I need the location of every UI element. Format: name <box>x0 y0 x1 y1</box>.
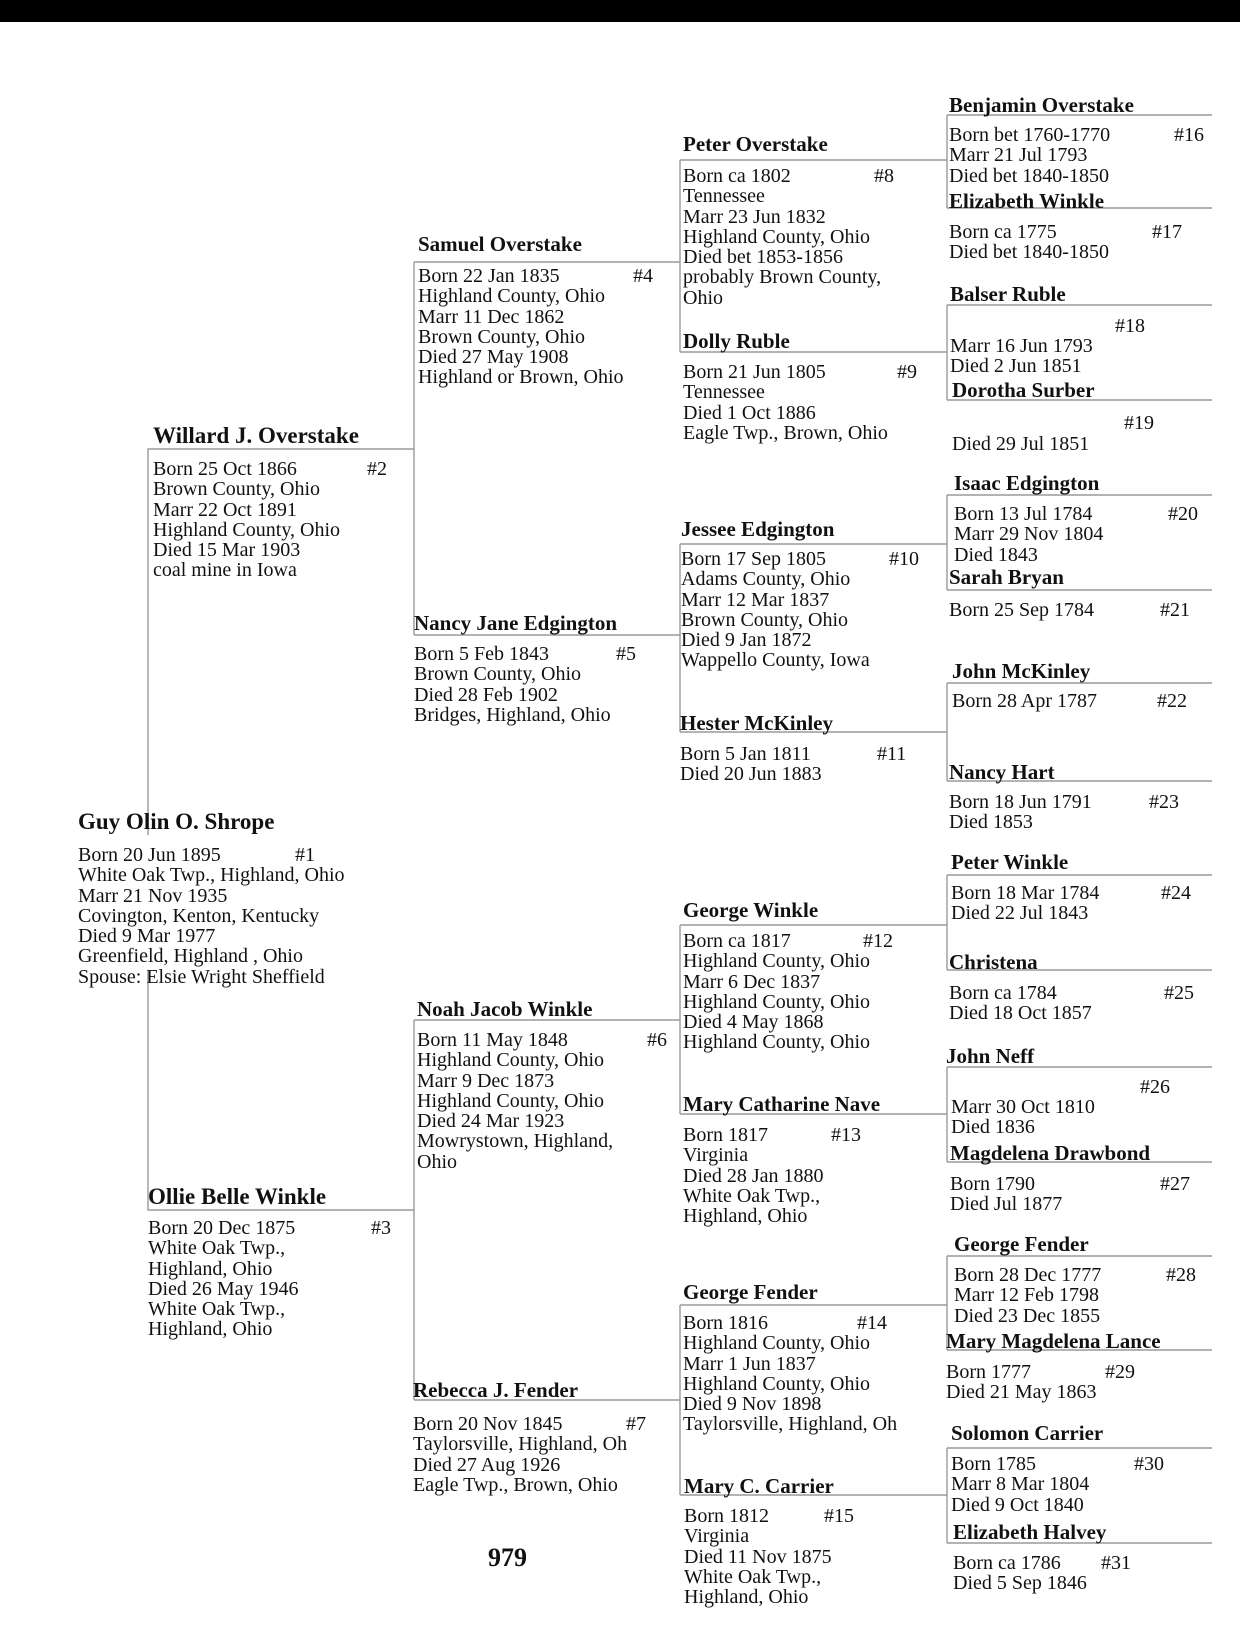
person-number: #5 <box>616 643 636 665</box>
detail-line: White Oak Twp., Highland, Ohio <box>78 864 345 887</box>
detail-line: Born ca 1817 <box>683 930 791 952</box>
person-name: Guy Olin O. Shrope <box>78 809 275 834</box>
detail-line: Marr 21 Nov 1935 <box>78 884 228 907</box>
detail-line: Born ca 1784 <box>949 982 1057 1004</box>
person-details <box>951 1454 1089 1515</box>
detail-line: Died 18 Oct 1857 <box>949 1002 1092 1025</box>
detail-line: Born 18 Mar 1784 <box>951 882 1100 904</box>
person-details <box>950 1174 1062 1215</box>
detail-line: Died 26 May 1946 <box>148 1277 299 1300</box>
person-details <box>952 691 1097 711</box>
detail-line: Born 1777 <box>946 1361 1031 1383</box>
person-details <box>684 1506 832 1607</box>
person-name: Nancy Jane Edgington <box>414 611 618 635</box>
person-name: Willard J. Overstake <box>153 423 359 448</box>
detail-line: Marr 6 Dec 1837 <box>683 970 821 993</box>
detail-line: Brown County, Ohio <box>414 663 582 686</box>
detail-line: Born ca 1786 <box>953 1552 1061 1574</box>
person-number: #21 <box>1160 599 1190 621</box>
person-number: #24 <box>1161 882 1191 904</box>
person-name: Mary Catharine Nave <box>683 1092 881 1116</box>
person-number: #1 <box>295 844 315 866</box>
person-details <box>680 744 822 785</box>
person-name: Dolly Ruble <box>683 329 790 353</box>
detail-line: Died 1843 <box>954 543 1038 566</box>
detail-line: Virginia <box>684 1525 750 1548</box>
detail-line: Died 1 Oct 1886 <box>683 401 816 424</box>
detail-line: Died 22 Jul 1843 <box>951 902 1089 925</box>
detail-line: Marr 11 Dec 1862 <box>418 305 565 328</box>
detail-line: Highland County, Ohio <box>683 950 871 973</box>
detail-line: Died 29 Jul 1851 <box>952 433 1090 455</box>
detail-line: Born 20 Dec 1875 <box>148 1217 296 1239</box>
person-number: #2 <box>367 458 387 480</box>
person-number: #31 <box>1101 1552 1131 1574</box>
person-details <box>148 1218 299 1340</box>
detail-line: Highland, Ohio <box>683 1205 808 1228</box>
person-name: George Fender <box>954 1232 1089 1256</box>
detail-line: Marr 8 Mar 1804 <box>951 1473 1090 1496</box>
detail-line: Marr 1 Jun 1837 <box>683 1352 816 1375</box>
detail-line: White Oak Twp., <box>684 1565 822 1588</box>
detail-line: Born 5 Jan 1811 <box>680 743 811 765</box>
person-number: #6 <box>647 1029 667 1051</box>
person-name: Samuel Overstake <box>418 232 582 256</box>
person-details <box>951 1097 1095 1138</box>
person-number: #25 <box>1164 982 1194 1004</box>
person-details <box>953 1553 1087 1594</box>
detail-line: Born 1790 <box>950 1173 1035 1195</box>
detail-line: Died 1836 <box>951 1116 1035 1139</box>
person-name: Nancy Hart <box>949 760 1055 784</box>
person-details <box>78 845 345 987</box>
person-name: Mary Magdelena Lance <box>946 1329 1161 1353</box>
person-name: Rebecca J. Fender <box>413 1378 579 1402</box>
person-details <box>949 792 1092 833</box>
detail-line: Born bet 1760-1770 <box>949 124 1111 146</box>
person-number: #14 <box>857 1312 887 1334</box>
person-details <box>683 931 870 1053</box>
detail-line: Brown County, Ohio <box>681 608 849 631</box>
detail-line: probably Brown County, <box>683 266 882 289</box>
detail-line: Covington, Kenton, Kentucky <box>78 904 320 927</box>
person-details <box>949 222 1109 263</box>
detail-line: Eagle Twp., Brown, Ohio <box>413 1473 618 1496</box>
detail-line: Marr 23 Jun 1832 <box>683 205 826 228</box>
detail-line: Died 5 Sep 1846 <box>953 1572 1087 1595</box>
person-details <box>683 166 881 308</box>
person-number: #4 <box>633 265 653 287</box>
detail-line: Marr 12 Feb 1798 <box>954 1284 1099 1307</box>
person-number: #16 <box>1174 124 1204 146</box>
detail-line: Born 11 May 1848 <box>417 1029 568 1051</box>
person-details <box>683 1125 824 1226</box>
person-number: #17 <box>1152 221 1182 243</box>
detail-line: Tennessee <box>683 185 765 208</box>
detail-line: Died 11 Nov 1875 <box>684 1545 832 1568</box>
detail-line: Highland, Ohio <box>148 1257 273 1280</box>
detail-line: Died 9 Jan 1872 <box>681 629 812 652</box>
detail-line: Ohio <box>417 1150 457 1173</box>
person-details <box>414 644 611 725</box>
detail-line: White Oak Twp., <box>148 1237 286 1260</box>
detail-line: Died 28 Jan 1880 <box>683 1164 824 1187</box>
person-details <box>413 1414 627 1495</box>
person-name: Hester McKinley <box>680 711 833 735</box>
person-number: #10 <box>889 548 919 570</box>
detail-line: Died 20 Jun 1883 <box>680 763 822 786</box>
detail-line: Bridges, Highland, Ohio <box>414 703 611 726</box>
person-name: Mary C. Carrier <box>684 1474 834 1498</box>
detail-line: Died bet 1853-1856 <box>683 246 843 269</box>
detail-line: Greenfield, Highland , Ohio <box>78 945 303 968</box>
detail-line: Born 21 Jun 1805 <box>683 361 826 383</box>
detail-line: Tennessee <box>683 381 765 404</box>
detail-line: Highland County, Ohio <box>683 225 871 248</box>
person-number: #7 <box>626 1413 646 1435</box>
detail-line: Born 25 Sep 1784 <box>949 599 1094 621</box>
detail-line: Born ca 1802 <box>683 165 791 187</box>
person-details <box>950 336 1093 377</box>
person-number: #19 <box>1124 412 1154 434</box>
person-name: Sarah Bryan <box>949 565 1064 589</box>
person-name: Balser Ruble <box>950 282 1066 306</box>
detail-line: Brown County, Ohio <box>153 478 321 501</box>
detail-line: Marr 30 Oct 1810 <box>951 1096 1095 1118</box>
person-number: #9 <box>897 361 917 383</box>
detail-line: Born 18 Jun 1791 <box>949 791 1092 813</box>
person-number: #20 <box>1168 503 1198 525</box>
person-number: #13 <box>831 1124 861 1146</box>
person-details <box>946 1362 1097 1403</box>
detail-line: Mowrystown, Highland, <box>417 1130 614 1153</box>
detail-line: Born 1812 <box>684 1505 769 1527</box>
person-name: Christena <box>949 950 1038 974</box>
detail-line: Born 1817 <box>683 1124 768 1146</box>
detail-line: Born ca 1775 <box>949 221 1057 243</box>
person-details <box>949 125 1110 186</box>
person-number: #28 <box>1166 1264 1196 1286</box>
person-number: #26 <box>1140 1076 1170 1098</box>
person-name: Peter Winkle <box>951 850 1069 874</box>
person-name: Jessee Edgington <box>681 517 835 541</box>
detail-line: Highland or Brown, Ohio <box>418 366 624 389</box>
person-name: Peter Overstake <box>683 132 828 156</box>
person-name: Isaac Edgington <box>954 471 1100 495</box>
detail-line: Brown County, Ohio <box>418 325 586 348</box>
detail-line: Died 1853 <box>949 811 1033 834</box>
person-number: #27 <box>1160 1173 1190 1195</box>
detail-line: Highland County, Ohio <box>683 1332 871 1355</box>
person-details <box>418 266 624 388</box>
person-number: #15 <box>824 1505 854 1527</box>
detail-line: Adams County, Ohio <box>681 568 851 591</box>
person-details <box>954 504 1103 565</box>
person-number: #30 <box>1134 1453 1164 1475</box>
detail-line: White Oak Twp., <box>148 1298 286 1321</box>
detail-line: Highland County, Ohio <box>683 1031 871 1054</box>
detail-line: Highland County, Ohio <box>683 1372 871 1395</box>
detail-line: Marr 12 Mar 1837 <box>681 588 830 611</box>
detail-line: Died 9 Mar 1977 <box>78 925 216 948</box>
person-details <box>952 434 1089 454</box>
person-name: Ollie Belle Winkle <box>148 1184 327 1209</box>
person-number: #29 <box>1105 1361 1135 1383</box>
detail-line: Born 13 Jul 1784 <box>954 503 1093 525</box>
person-number: #23 <box>1149 791 1179 813</box>
detail-line: Born 28 Apr 1787 <box>952 690 1097 712</box>
detail-line: Wappello County, Iowa <box>681 649 870 672</box>
detail-line: Marr 9 Dec 1873 <box>417 1069 555 1092</box>
person-details <box>153 459 340 581</box>
detail-line: Died 23 Dec 1855 <box>954 1304 1101 1327</box>
person-name: John McKinley <box>952 659 1091 683</box>
detail-line: Taylorsville, Highland, Oh <box>683 1413 898 1436</box>
person-details <box>417 1030 613 1172</box>
detail-line: Eagle Twp., Brown, Ohio <box>683 421 888 444</box>
detail-line: Died 2 Jun 1851 <box>950 355 1082 378</box>
detail-line: Died 4 May 1868 <box>683 1011 824 1034</box>
detail-line: Taylorsville, Highland, Oh <box>413 1433 628 1456</box>
detail-line: Born 1816 <box>683 1312 768 1334</box>
detail-line: Born 20 Jun 1895 <box>78 844 221 866</box>
person-details <box>681 549 870 671</box>
person-name: George Fender <box>683 1280 818 1304</box>
detail-line: Born 25 Oct 1866 <box>153 458 297 480</box>
detail-line: Highland County, Ohio <box>417 1049 605 1072</box>
detail-line: Highland County, Ohio <box>153 518 341 541</box>
detail-line: Highland, Ohio <box>148 1318 273 1341</box>
person-details <box>951 883 1099 924</box>
detail-line: Marr 29 Nov 1804 <box>954 523 1104 546</box>
detail-line: Marr 22 Oct 1891 <box>153 498 297 521</box>
detail-line: Died 9 Nov 1898 <box>683 1393 822 1416</box>
person-name: Elizabeth Halvey <box>953 1520 1107 1544</box>
person-details <box>954 1265 1101 1326</box>
detail-line: Born 22 Jan 1835 <box>418 265 560 287</box>
detail-line: Highland County, Ohio <box>418 285 606 308</box>
detail-line: Highland County, Ohio <box>417 1089 605 1112</box>
person-details <box>949 600 1094 620</box>
detail-line: Spouse: Elsie Wright Sheffield <box>78 965 325 988</box>
detail-line: Died 27 Aug 1926 <box>413 1453 561 1476</box>
person-name: Solomon Carrier <box>951 1421 1104 1445</box>
person-name: Dorotha Surber <box>952 378 1095 402</box>
person-name: Benjamin Overstake <box>949 93 1134 117</box>
person-details <box>683 362 888 443</box>
detail-line: Died 24 Mar 1923 <box>417 1110 565 1133</box>
person-name: John Neff <box>946 1044 1035 1068</box>
person-number: #8 <box>874 165 894 187</box>
detail-line: Born 28 Dec 1777 <box>954 1264 1102 1286</box>
person-number: #18 <box>1115 315 1145 337</box>
detail-line: Died Jul 1877 <box>950 1193 1063 1216</box>
person-details <box>683 1313 897 1435</box>
detail-line: Virginia <box>683 1144 749 1167</box>
person-number: #12 <box>863 930 893 952</box>
detail-line: Died 15 Mar 1903 <box>153 539 301 562</box>
page-number: 979 <box>488 1543 527 1572</box>
detail-line: Highland, Ohio <box>684 1586 809 1609</box>
detail-line: Died bet 1840-1850 <box>949 241 1109 264</box>
detail-line: Born 5 Feb 1843 <box>414 643 549 665</box>
detail-line: Marr 16 Jun 1793 <box>950 335 1093 357</box>
person-name: Elizabeth Winkle <box>949 189 1105 213</box>
detail-line: White Oak Twp., <box>683 1184 821 1207</box>
detail-line: Died 9 Oct 1840 <box>951 1493 1084 1516</box>
detail-line: Died bet 1840-1850 <box>949 164 1109 187</box>
detail-line: Marr 21 Jul 1793 <box>949 144 1088 167</box>
person-number: #22 <box>1157 690 1187 712</box>
detail-line: Born 17 Sep 1805 <box>681 548 826 570</box>
person-name: Noah Jacob Winkle <box>417 997 593 1021</box>
detail-line: Died 21 May 1863 <box>946 1381 1097 1404</box>
person-number: #3 <box>371 1217 391 1239</box>
detail-line: coal mine in Iowa <box>153 559 297 582</box>
detail-line: Died 28 Feb 1902 <box>414 683 558 706</box>
detail-line: Born 1785 <box>951 1453 1036 1475</box>
detail-line: Born 20 Nov 1845 <box>413 1413 563 1435</box>
detail-line: Died 27 May 1908 <box>418 346 569 369</box>
detail-line: Highland County, Ohio <box>683 990 871 1013</box>
person-name: George Winkle <box>683 898 819 922</box>
detail-line: Ohio <box>683 286 723 309</box>
person-name: Magdelena Drawbond <box>950 1141 1151 1165</box>
person-number: #11 <box>877 743 907 765</box>
person-details <box>949 983 1092 1024</box>
